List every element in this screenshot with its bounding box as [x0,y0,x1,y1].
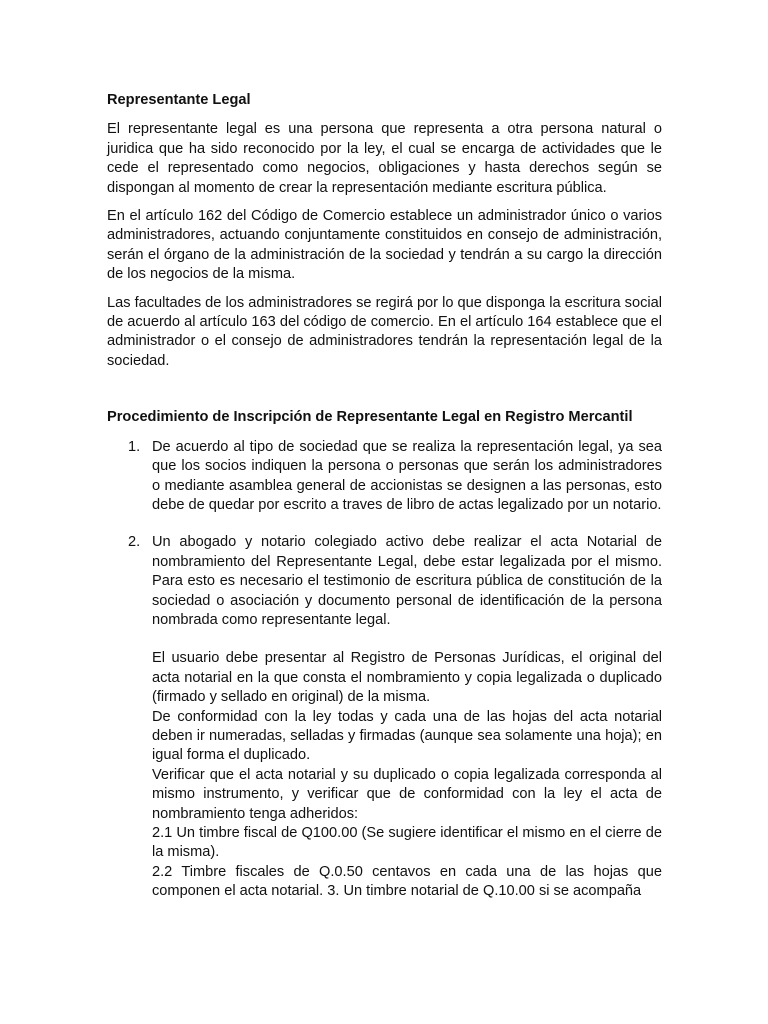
document-page [107,91,662,920]
list-item-text: Un abogado y notario colegiado activo debe realizar el acta Notarial de nombramiento del Representante Legal, debe estar legalizada por el mismo. Para esto es necesario el testimonio de escritura pública de constitución de la sociedad o asociación y documento personal de identificación de la persona nombrada como representante legal. [152,534,662,628]
detail-line: 2.1 Un timbre fiscal de Q100.00 (Se sugiere identificar el mismo en el cierre de la misma). [152,825,662,861]
detail-line: De conformidad con la ley todas y cada una de las hojas del acta notarial deben ir numeradas, selladas y firmadas (aunque sea solamente una hoja); en igual forma el duplicado. [152,708,662,764]
list-item-number: 2. [128,534,141,551]
section-heading-representante-legal: Representante Legal [107,92,251,108]
list-item-details [152,649,662,901]
section-heading-procedimiento: Procedimiento de Inscripción de Representante Legal en Registro Mercantil [107,409,633,426]
paragraph-article-163-164: Las facultades de los administradores se regirá por lo que disponga la escritura social de acuerdo al artículo 163 del código de comercio. En el artículo 164 establece que el administrador o el consejo de administradores tendrán la representación legal de la sociedad. [107,294,662,369]
procedure-list [107,438,662,902]
list-item [107,533,662,901]
list-item-number: 1. [128,438,141,455]
paragraph-article-162: En el artículo 162 del Código de Comercio establece un administrador único o varios administradores, actuando conjuntamente constituidos en consejo de administración, serán el órgano de la administración de la sociedad y tendrán a su cargo la dirección de los negocios de la misma. [107,208,662,283]
detail-line: El usuario debe presentar al Registro de Personas Jurídicas, el original del acta notarial en la que consta el nombramiento y copia legalizada o duplicado (firmado y sellado en original) de la misma. [152,650,662,706]
detail-line: Verificar que el acta notarial y su duplicado o copia legalizada corresponda al mismo instrumento, y verificar que de conformidad con la ley el acta de nombramiento tenga adheridos: [152,766,662,822]
detail-line: 2.2 Timbre fiscales de Q.0.50 centavos en cada una de las hojas que componen el acta notarial. 3. Un timbre notarial de Q.10.00 si se acompaña [152,863,662,900]
list-item [107,438,662,516]
paragraph-definition: El representante legal es una persona que representa a otra persona natural o juridica que ha sido reconocido por la ley, el cual se encarga de actividades que le cede el representado como negocios, obligaciones y hasta derechos según se dispongan al momento de crear la representación mediante escritura pública. [107,121,662,196]
section-spacer [107,380,662,408]
list-item-text: De acuerdo al tipo de sociedad que se realiza la representación legal, ya sea que los socios indiquen la persona o personas que serán los administradores o mediante asamblea general de accionistas se designen a las personas, esto debe de quedar por escrito a traves de libro de actas legalizado por un notario. [152,438,662,513]
